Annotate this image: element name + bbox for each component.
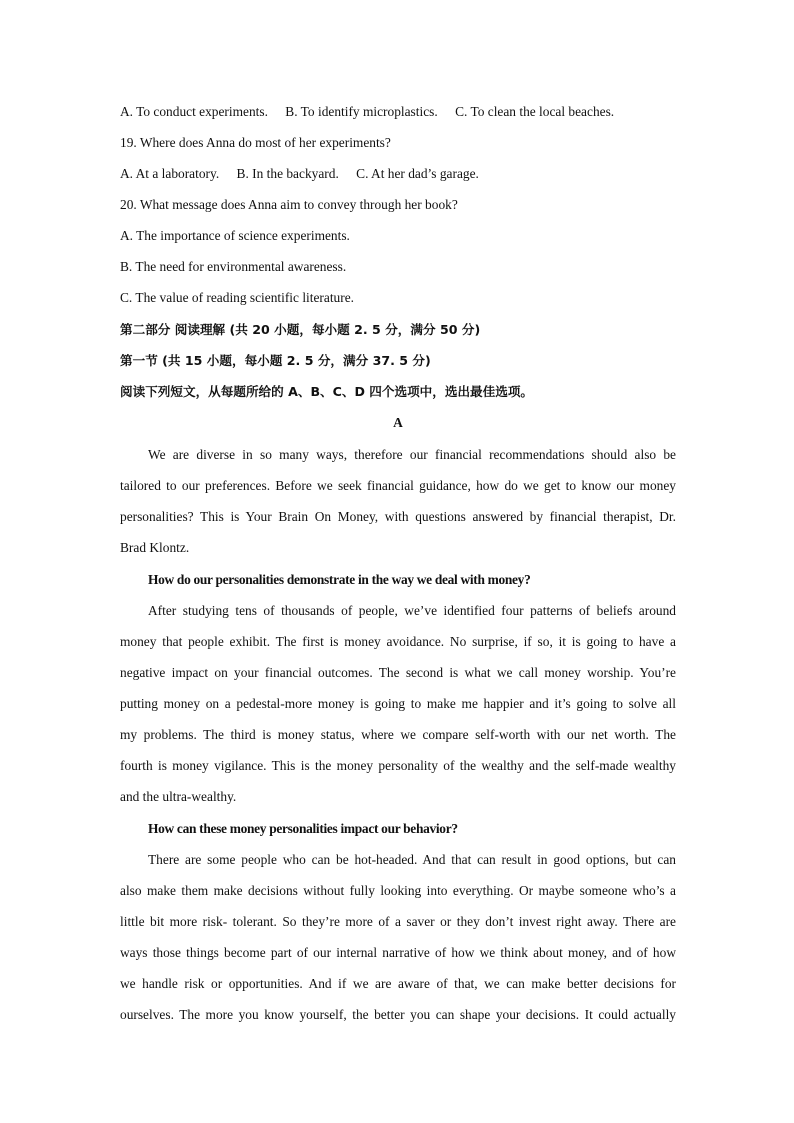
part2-heading: 第二部分 阅读理解 (共 20 小题，每小题 2. 5 分，满分 50 分) <box>120 322 481 337</box>
p2-line: my problems. The third is money status, where we compare self-worth with our net worth. The <box>120 727 676 742</box>
q20-option-c: C. The value of reading scientific literature. <box>120 290 354 305</box>
q19-question: 19. Where does Anna do most of her experiments? <box>120 135 391 150</box>
p3-line: also make them make decisions without fully looking into everything. Or maybe someone who’s a <box>120 883 676 898</box>
p2-line: and the ultra-wealthy. <box>120 789 237 804</box>
passage-paragraph-1 <box>120 439 676 563</box>
p3-line: There are some people who can be hot-headed. And that can result in good options, but can <box>148 852 676 867</box>
p3-line: little bit more risk- tolerant. So they’re more of a saver or they don’t invest right away. There are <box>120 914 676 929</box>
q19-option-a: A. At a laboratory. <box>120 166 220 181</box>
q19-option-b: B. In the backyard. <box>236 166 339 181</box>
p1-line: personalities? This is Your Brain On Money, with questions answered by financial therapist, Dr. <box>120 509 676 524</box>
q18-options <box>120 104 676 120</box>
q20-option-b: B. The need for environmental awareness. <box>120 259 347 274</box>
subheading-1: How do our personalities demonstrate in the way we deal with money? <box>148 572 531 587</box>
p3-line: we handle risk or opportunities. And if we are aware of that, we can make better decisions for <box>120 976 676 991</box>
p3-line: ourselves. The more you know yourself, the better you can shape your decisions. It could actually <box>120 1007 676 1022</box>
q19-options <box>120 166 676 182</box>
p1-line: We are diverse in so many ways, therefore our financial recommendations should also be <box>148 447 676 462</box>
passage-paragraph-3 <box>120 844 676 1030</box>
p2-line: After studying tens of thousands of people, we’ve identified four patterns of beliefs around <box>148 603 676 618</box>
passage-label: A <box>393 415 403 430</box>
passage-paragraph-2 <box>120 595 676 812</box>
p2-line: putting money on a pedestal-more money is going to make me happier and it’s going to solve all <box>120 696 676 711</box>
p2-line: money that people exhibit. The first is money avoidance. No surprise, if so, it is going to have a <box>120 634 676 649</box>
q18-option-b: B. To identify microplastics. <box>285 104 438 119</box>
q18-option-a: A. To conduct experiments. <box>120 104 268 119</box>
p2-line: negative impact on your financial outcomes. The second is what we call money worship. You’re <box>120 665 676 680</box>
p1-line: tailored to our preferences. Before we seek financial guidance, how do we get to know our money <box>120 478 676 493</box>
instruction-text: 阅读下列短文，从每题所给的 A、B、C、D 四个选项中，选出最佳选项。 <box>120 384 534 399</box>
q20-question: 20. What message does Anna aim to convey through her book? <box>120 197 458 212</box>
p3-line: ways those things become part of our internal narrative of how we think about money, and of how <box>120 945 676 960</box>
q20-option-a: A. The importance of science experiments. <box>120 228 350 243</box>
section1-heading: 第一节 (共 15 小题，每小题 2. 5 分，满分 37. 5 分) <box>120 353 431 368</box>
p1-line: Brad Klontz. <box>120 540 190 555</box>
q18-option-c: C. To clean the local beaches. <box>455 104 615 119</box>
subheading-2: How can these money personalities impact our behavior? <box>148 821 458 836</box>
p2-line: fourth is money vigilance. This is the money personality of the wealthy and the self-made wealthy <box>120 758 676 773</box>
q19-option-c: C. At her dad’s garage. <box>356 166 479 181</box>
